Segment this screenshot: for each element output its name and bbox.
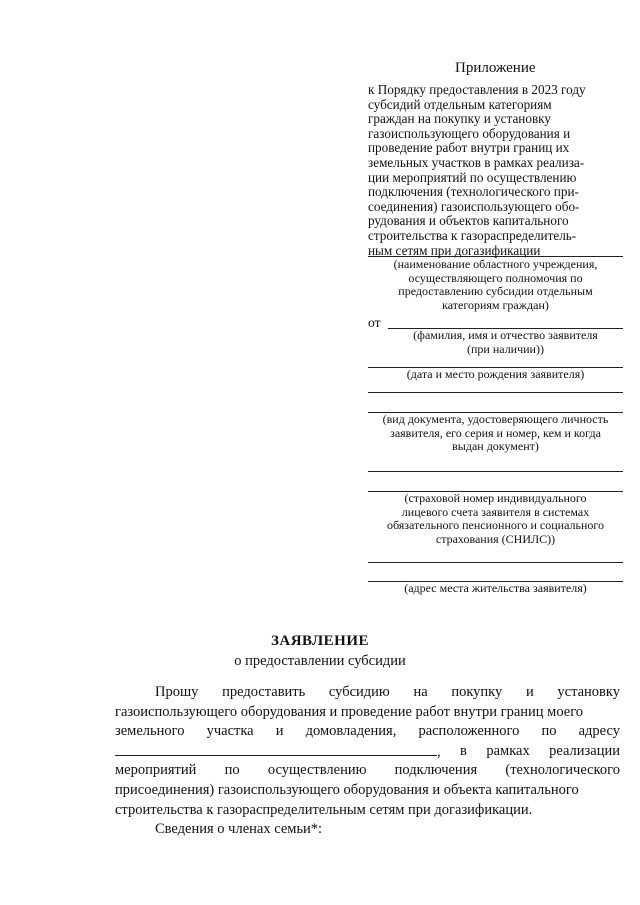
from-label: от xyxy=(368,315,381,330)
address-caption: (адрес места жительства заявителя) xyxy=(404,581,587,595)
birth-caption: (дата и место рождения заявителя) xyxy=(406,367,585,381)
appendix-line: строительства к газораспределитель- xyxy=(368,227,577,243)
institution-caption: (наименование областного учреждения, осуществляющего полномочия по предоставлению субсидии отдельным категориям граждан) xyxy=(393,257,598,312)
appendix-title: Приложение xyxy=(455,60,536,76)
appendix-text xyxy=(368,83,622,258)
statement-line-5: мероприятий по осуществлению подключения (технологического xyxy=(115,762,620,779)
fio-caption: (фамилия, имя и отчество заявителя (при наличии)) xyxy=(413,328,598,356)
statement-line-7: строительства к газораспределительным сетям при догазификации. xyxy=(115,801,533,818)
snils-field-line-1 xyxy=(368,471,623,472)
statement-line-3: земельного участка и домовладения, расположенного по адресу xyxy=(115,723,620,740)
statement-line-6: присоединения) газоиспользующего оборудования и объекта капитального xyxy=(115,781,579,798)
appendix-line: граждан на покупку и установку xyxy=(368,111,551,127)
statement-line-4: , в рамках реализации xyxy=(115,742,620,762)
document-field-line-1 xyxy=(368,392,623,393)
appendix-line: рудования и объектов капитального xyxy=(368,213,569,229)
appendix-line: ции мероприятий по осуществлению xyxy=(368,169,577,185)
address-blank-field[interactable] xyxy=(115,742,437,756)
appendix-line: к Порядку предоставления в 2023 году xyxy=(368,82,586,97)
statement-line-1: Прошу предоставить субсидию на покупку и установку xyxy=(155,684,620,700)
appendix-line: подключения (технологического при- xyxy=(368,184,579,200)
statement-title: ЗАЯВЛЕНИЕ xyxy=(270,633,370,649)
appendix-line: субсидий отдельным категориям xyxy=(368,96,552,112)
address-field-line-1 xyxy=(368,562,623,563)
appendix-line: ным сетям при догазификации xyxy=(368,242,541,258)
appendix-line: проведение работ внутри границ их xyxy=(368,140,570,156)
statement-paragraph xyxy=(115,683,620,840)
appendix-line: газоиспользующего оборудования и xyxy=(368,125,571,141)
statement-subtitle: о предоставлении субсидии xyxy=(234,653,406,669)
family-members-label: Сведения о членах семьи*: xyxy=(155,821,323,838)
appendix-line: земельных участков в рамках реализа- xyxy=(368,154,585,170)
snils-caption: (страховой номер индивидуального лицевого счета заявителя в системах обязательного пенсионного и социального страхования (СНИЛС)) xyxy=(386,491,605,546)
appendix-line: соединения) газоиспользующего обо- xyxy=(368,198,580,214)
statement-line-2: газоиспользующего оборудования и проведение работ внутри границ моего xyxy=(115,703,584,720)
document-caption: (вид документа, удостоверяющего личность заявителя, его серия и номер, кем и когда выдан документ) xyxy=(382,412,609,454)
